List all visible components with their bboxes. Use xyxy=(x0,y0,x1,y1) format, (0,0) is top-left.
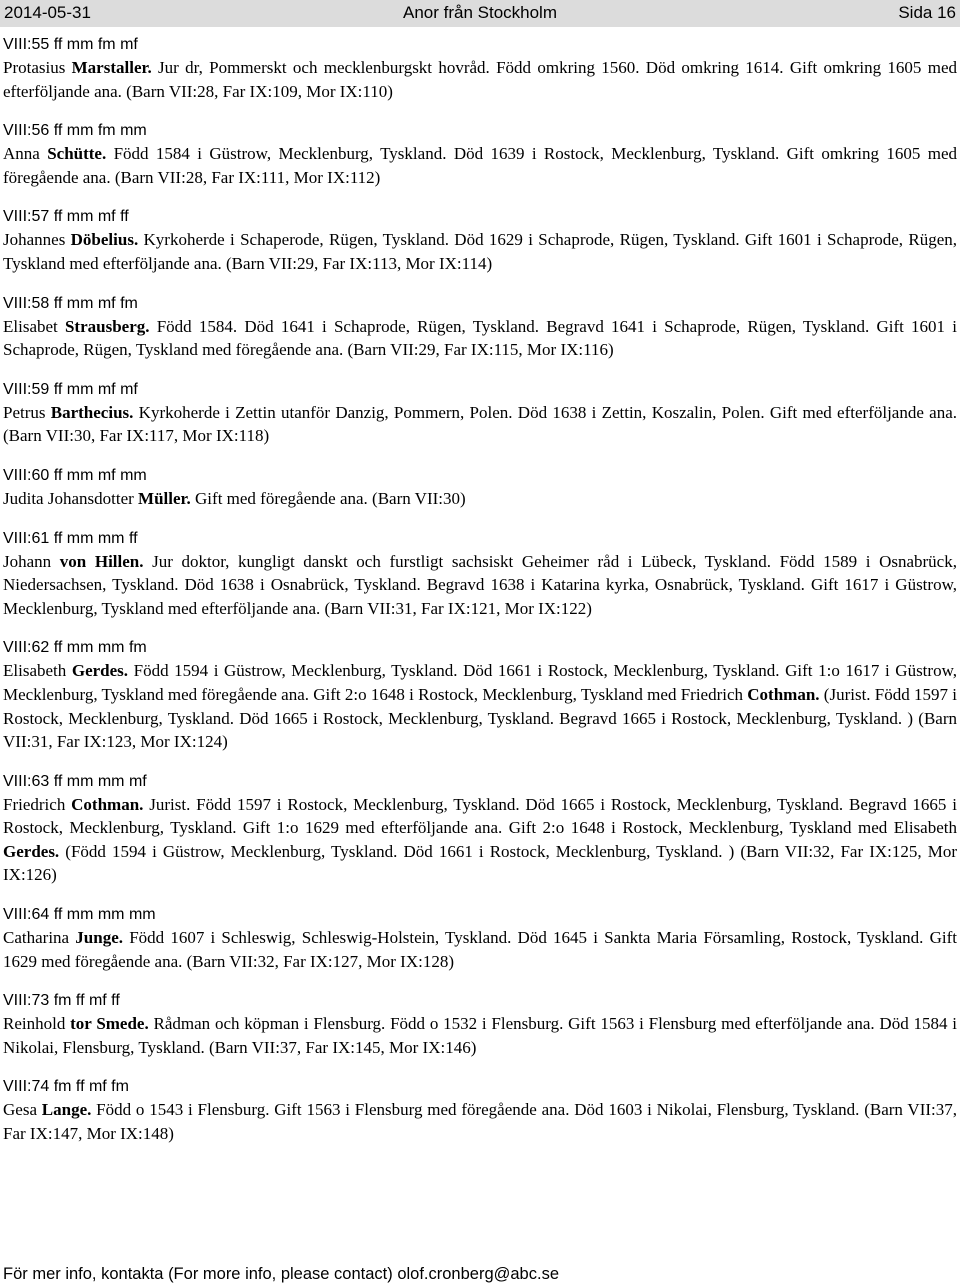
entry-text xyxy=(3,56,957,103)
entry-text-segment: Född 1594 i Güstrow, Mecklenburg, Tyskland. Död 1661 i Rostock, Mecklenburg, Tyskland. Gift 1:o 1617 i Güstrow, Mecklenburg, Tyskland med föregående ana. Gift 2:o 1648 i Rostock, Mecklenburg, Tyskland med Friedrich xyxy=(3,661,957,704)
entry-text-segment: Anna xyxy=(3,144,48,164)
entry-text xyxy=(3,550,957,621)
entry-text xyxy=(3,1098,957,1145)
entry-text xyxy=(3,926,957,973)
entry-text-segment: Rådman och köpman i Flensburg. Född o 1532 i Flensburg. Gift 1563 i Flensburg med efterföljande ana. Död 1584 i Nikolai, Flensburg, Tyskland. (Barn VII:37, Far IX:145, Mor IX:146) xyxy=(3,1014,957,1057)
entry-surname: von Hillen. xyxy=(59,551,144,571)
list-item xyxy=(3,636,957,753)
list-item xyxy=(3,33,957,103)
header-page-number: Sida 16 xyxy=(898,3,956,22)
list-item xyxy=(3,527,957,621)
entry-text-segment: Kyrkoherde i Schaperode, Rügen, Tyskland. Död 1629 i Schaprode, Rügen, Tyskland. Gift 1601 i Schaprode, Rügen, Tyskland med efterföljande ana. (Barn VII:29, Far IX:113, Mor IX:114) xyxy=(3,230,957,273)
entry-surname: Lange. xyxy=(41,1100,92,1120)
entry-surname: Marstaller. xyxy=(71,58,152,77)
entry-text xyxy=(3,793,957,887)
entry-surname: Schütte. xyxy=(47,144,107,164)
header-date: 2014-05-31 xyxy=(4,3,91,22)
list-item xyxy=(3,770,957,887)
entry-text-segment: Reinhold xyxy=(3,1014,71,1034)
entry-surname: Cothman. xyxy=(71,794,144,814)
entry-text-segment: Johann xyxy=(3,551,60,571)
entry-id: VIII:74 fm ff mf fm xyxy=(3,1078,129,1096)
entry-list xyxy=(3,33,957,1162)
entry-text-segment: (Född 1594 i Güstrow, Mecklenburg, Tyskland. Död 1661 i Rostock, Mecklenburg, Tyskland. ) (Barn VII:32, Far IX:125, Mor IX:126) xyxy=(3,841,957,885)
entry-text-segment: Född o 1543 i Flensburg. Gift 1563 i Flensburg med föregående ana. Död 1603 i Nikolai, Flensburg, Tyskland. (Barn VII:37, Far IX:147, Mor IX:148) xyxy=(3,1100,957,1144)
entry-surname: Barthecius. xyxy=(50,402,134,422)
entry-text-segment: Jur doktor, kungligt danskt och furstligt sachsiskt Geheimer råd i Lübeck, Tyskland. Född 1589 i Osnabrück, Niedersachsen, Tyskland. Död 1638 i Osnabrück, Tyskland. Begravd 1638 i Katarina kyrka, Osnabrück, Tyskland. Gift 1617 i Güstrow, Mecklenburg, Tyskland med efterföljande ana. (Barn VII:31, Far IX:121, Mor IX:122) xyxy=(3,551,957,618)
page-header xyxy=(0,0,960,27)
entry-text-segment: Gift med föregående ana. (Barn VII:30) xyxy=(190,488,466,508)
list-item xyxy=(3,989,957,1059)
entry-id: VIII:58 ff mm mf fm xyxy=(3,294,138,312)
entry-text xyxy=(3,487,957,511)
entry-surname: Junge. xyxy=(75,928,123,948)
list-item xyxy=(3,378,957,448)
list-item xyxy=(3,1075,957,1145)
entry-text-segment: Protasius xyxy=(3,58,72,77)
entry-id: VIII:55 ff mm fm mf xyxy=(3,36,138,53)
entry-surname: Döbelius. xyxy=(70,230,139,250)
entry-surname: Gerdes. xyxy=(3,841,60,861)
entry-surname: tor Smede. xyxy=(70,1014,149,1034)
entry-id: VIII:56 ff mm fm mm xyxy=(3,122,147,140)
list-item xyxy=(3,119,957,189)
entry-text-segment: Född 1584 i Güstrow, Mecklenburg, Tyskland. Död 1639 i Rostock, Mecklenburg, Tyskland. Gift omkring 1605 med föregående ana. (Barn VII:28, Far IX:111, Mor IX:112) xyxy=(3,144,957,187)
list-item xyxy=(3,903,957,973)
entry-text-segment: Gesa xyxy=(3,1100,42,1120)
entry-text-segment: Friedrich xyxy=(3,794,72,814)
entry-surname: Gerdes. xyxy=(71,661,129,681)
page-footer: För mer info, kontakta (For more info, please contact) olof.cronberg@abc.se xyxy=(3,1265,559,1283)
entry-surname: Müller. xyxy=(138,488,191,508)
entry-id: VIII:59 ff mm mf mf xyxy=(3,380,138,398)
list-item xyxy=(3,464,957,511)
header-title: Anor från Stockholm xyxy=(402,3,557,22)
entry-text-segment: Född 1584. Död 1641 i Schaprode, Rügen, Tyskland. Begravd 1641 i Schaprode, Rügen, Tyskland. Gift 1601 i Schaprode, Rügen, Tyskland med föregående ana. (Barn VII:29, Far IX:115, Mor IX:116) xyxy=(3,316,957,360)
entry-text xyxy=(3,659,957,753)
entry-text xyxy=(3,228,957,275)
entry-text xyxy=(3,1012,957,1059)
entry-surname: Cothman. xyxy=(747,684,820,704)
entry-id: VIII:57 ff mm mf ff xyxy=(3,208,129,226)
entry-text-segment: (Jurist. Född 1597 i Rostock, Mecklenburg, Tyskland. Död 1665 i Rostock, Mecklenburg, Tyskland. Begravd 1665 i Rostock, Mecklenburg, Tyskland. ) (Barn VII:31, Far IX:123, Mor IX:124) xyxy=(3,684,957,752)
entry-id: VIII:63 ff mm mm mf xyxy=(3,772,147,790)
list-item xyxy=(3,292,957,362)
entry-text-segment: Catharina xyxy=(3,928,76,948)
entry-id: VIII:61 ff mm mm ff xyxy=(3,529,138,547)
entry-text xyxy=(3,401,957,448)
entry-text-segment: Kyrkoherde i Zettin utanför Danzig, Pommern, Polen. Död 1638 i Zettin, Koszalin, Polen. Gift med efterföljande ana. (Barn VII:30, Far IX:117, Mor IX:118) xyxy=(3,402,957,446)
entry-text-segment: Petrus xyxy=(3,402,51,422)
entry-text-segment: Elisabeth xyxy=(3,661,72,681)
entry-id: VIII:60 ff mm mf mm xyxy=(3,466,147,484)
entry-text-segment: Elisabet xyxy=(3,316,65,336)
entry-text-segment: Jur dr, Pommerskt och mecklenburgskt hovråd. Född omkring 1560. Död omkring 1614. Gift omkring 1605 med efterföljande ana. (Barn VII:28, Far IX:109, Mor IX:110) xyxy=(3,58,957,101)
entry-text-segment: Judita Johansdotter xyxy=(3,488,139,508)
entry-text-segment: Född 1607 i Schleswig, Schleswig-Holstein, Tyskland. Död 1645 i Sankta Maria Församling, Rostock, Tyskland. Gift 1629 med föregående ana. (Barn VII:32, Far IX:127, Mor IX:128) xyxy=(3,928,957,971)
entry-id: VIII:73 fm ff mf ff xyxy=(3,992,120,1010)
entry-id: VIII:62 ff mm mm fm xyxy=(3,639,147,657)
entry-text xyxy=(3,142,957,189)
list-item xyxy=(3,205,957,275)
entry-id: VIII:64 ff mm mm mm xyxy=(3,906,156,924)
entry-surname: Strausberg. xyxy=(64,316,150,336)
entry-text xyxy=(3,315,957,362)
entry-text-segment: Johannes xyxy=(3,230,71,250)
entry-text-segment: Jurist. Född 1597 i Rostock, Mecklenburg, Tyskland. Död 1665 i Rostock, Mecklenburg, Tyskland. Begravd 1665 i Rostock, Mecklenburg, Tyskland. Gift 1:o 1629 med efterföljande ana. Gift 2:o 1648 i Rostock, Mecklenburg, Tyskland med Elisabeth xyxy=(3,794,957,838)
